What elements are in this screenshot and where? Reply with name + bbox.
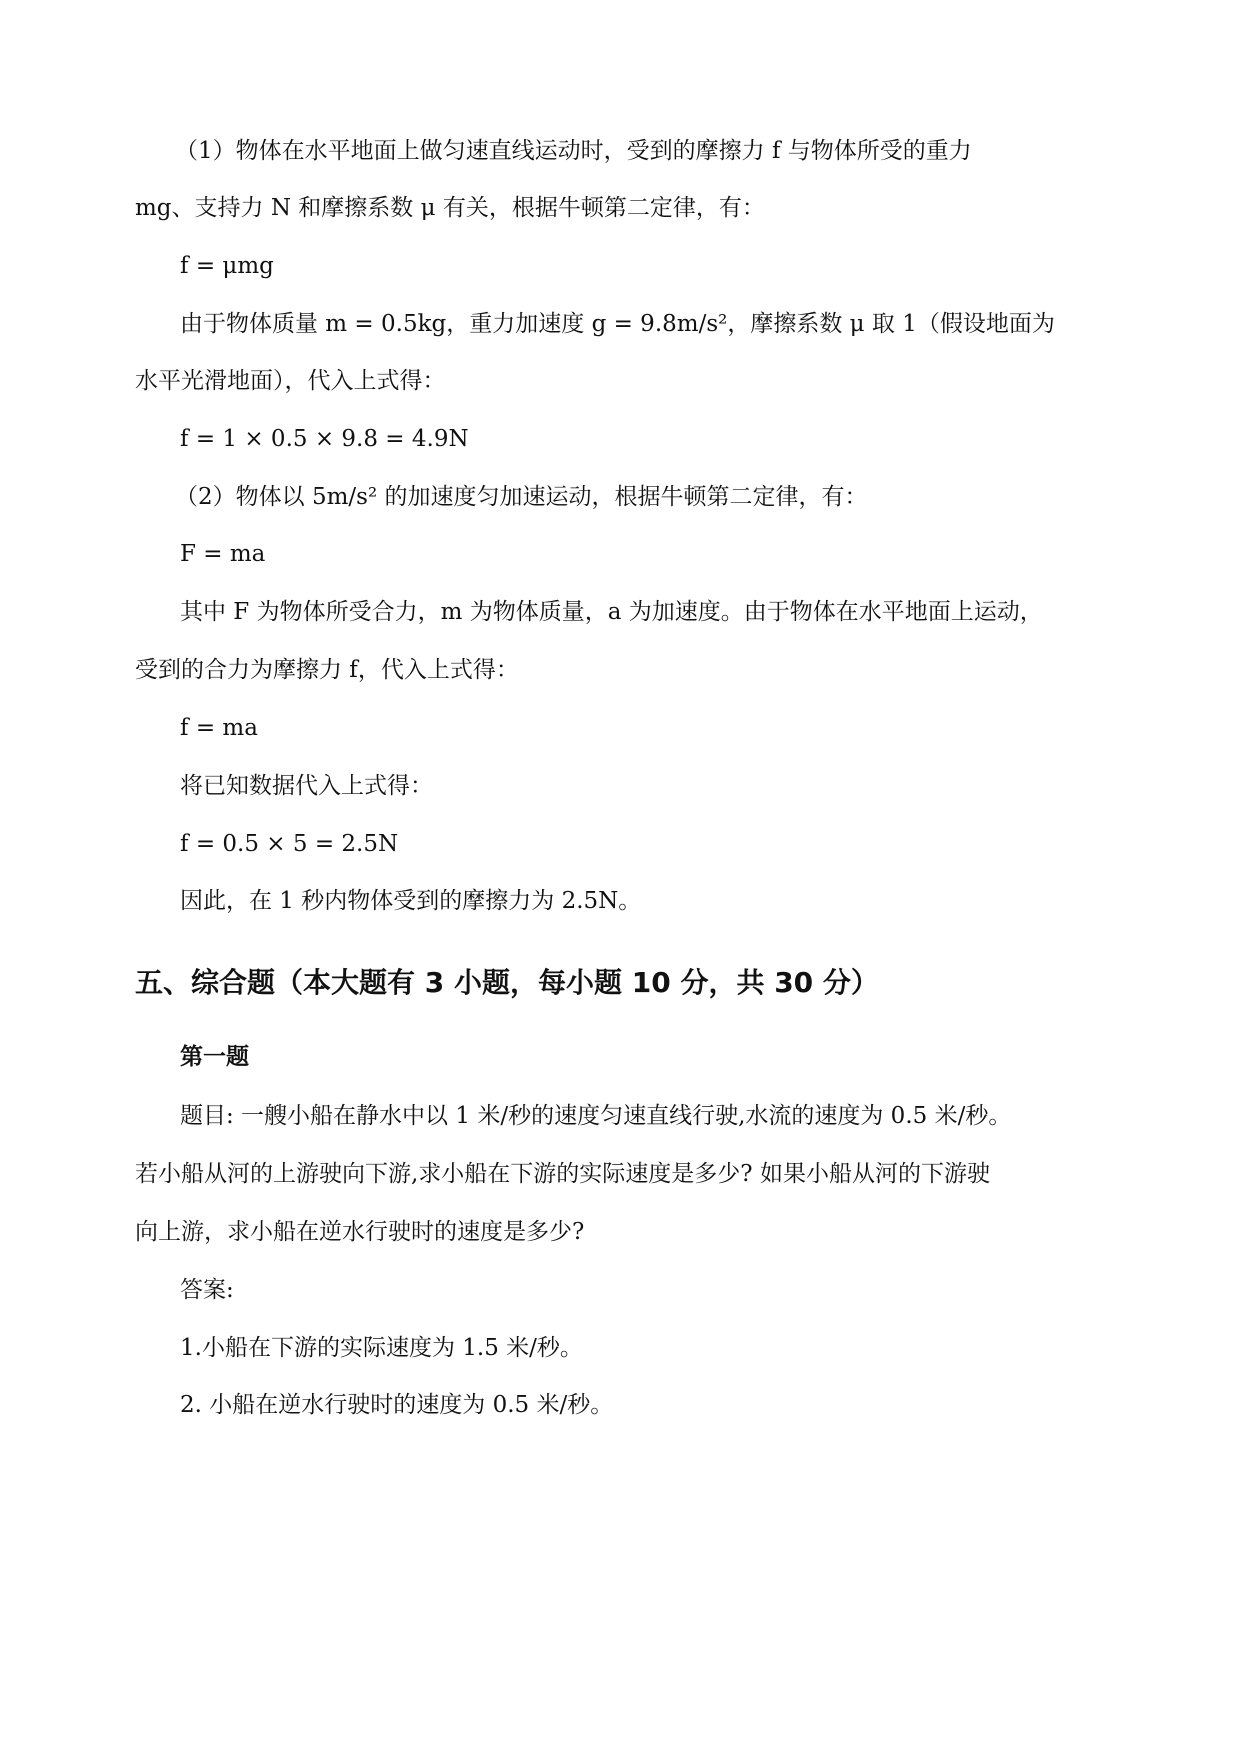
answer-label: 答案:	[180, 1277, 234, 1303]
paragraph-5: 将已知数据代入上式得：	[180, 773, 433, 799]
paragraph-6: 因此，在 1 秒内物体受到的摩擦力为 2.5N。	[180, 888, 642, 914]
paragraph-3: （2）物体以 5m/s² 的加速度匀加速运动，根据牛顿第二定律，有：	[175, 484, 868, 510]
question-1-line-1: 题目: 一艘小船在静水中以 1 米/秒的速度匀速直线行驶,水流的速度为 0.5 米/秒。	[180, 1103, 1012, 1129]
paragraph-4-line-1: 其中 F 为物体所受合力，m 为物体质量，a 为加速度。由于物体在水平地面上运动，	[180, 599, 1043, 625]
equation-3: F = ma	[180, 541, 266, 567]
question-1-line-2: 若小船从河的上游驶向下游,求小船在下游的实际速度是多少? 如果小船从河的下游驶	[135, 1161, 990, 1187]
answer-2: 2. 小船在逆水行驶时的速度为 0.5 米/秒。	[180, 1392, 614, 1418]
section-5-heading: 五、综合题（本大题有 3 小题，每小题 10 分，共 30 分）	[135, 966, 879, 999]
paragraph-4-line-2: 受到的合力为摩擦力 f，代入上式得：	[135, 657, 519, 683]
equation-2: f = 1 × 0.5 × 9.8 = 4.9N	[180, 426, 469, 452]
answer-1: 1.小船在下游的实际速度为 1.5 米/秒。	[180, 1335, 583, 1361]
paragraph-1-line-2: mg、支持力 N 和摩擦系数 μ 有关，根据牛顿第二定律，有：	[135, 195, 765, 221]
question-1-title: 第一题	[180, 1044, 249, 1070]
equation-4: f = ma	[180, 715, 258, 741]
paragraph-2-line-2: 水平光滑地面），代入上式得：	[135, 368, 446, 394]
paragraph-1-line-1: （1）物体在水平地面上做匀速直线运动时，受到的摩擦力 f 与物体所受的重力	[175, 138, 972, 164]
question-1-line-3: 向上游，求小船在逆水行驶时的速度是多少?	[135, 1219, 585, 1245]
paragraph-2-line-1: 由于物体质量 m = 0.5kg，重力加速度 g = 9.8m/s²，摩擦系数 μ 取 1（假设地面为	[180, 311, 1055, 337]
equation-5: f = 0.5 × 5 = 2.5N	[180, 831, 399, 857]
equation-1: f = μmg	[180, 253, 274, 279]
